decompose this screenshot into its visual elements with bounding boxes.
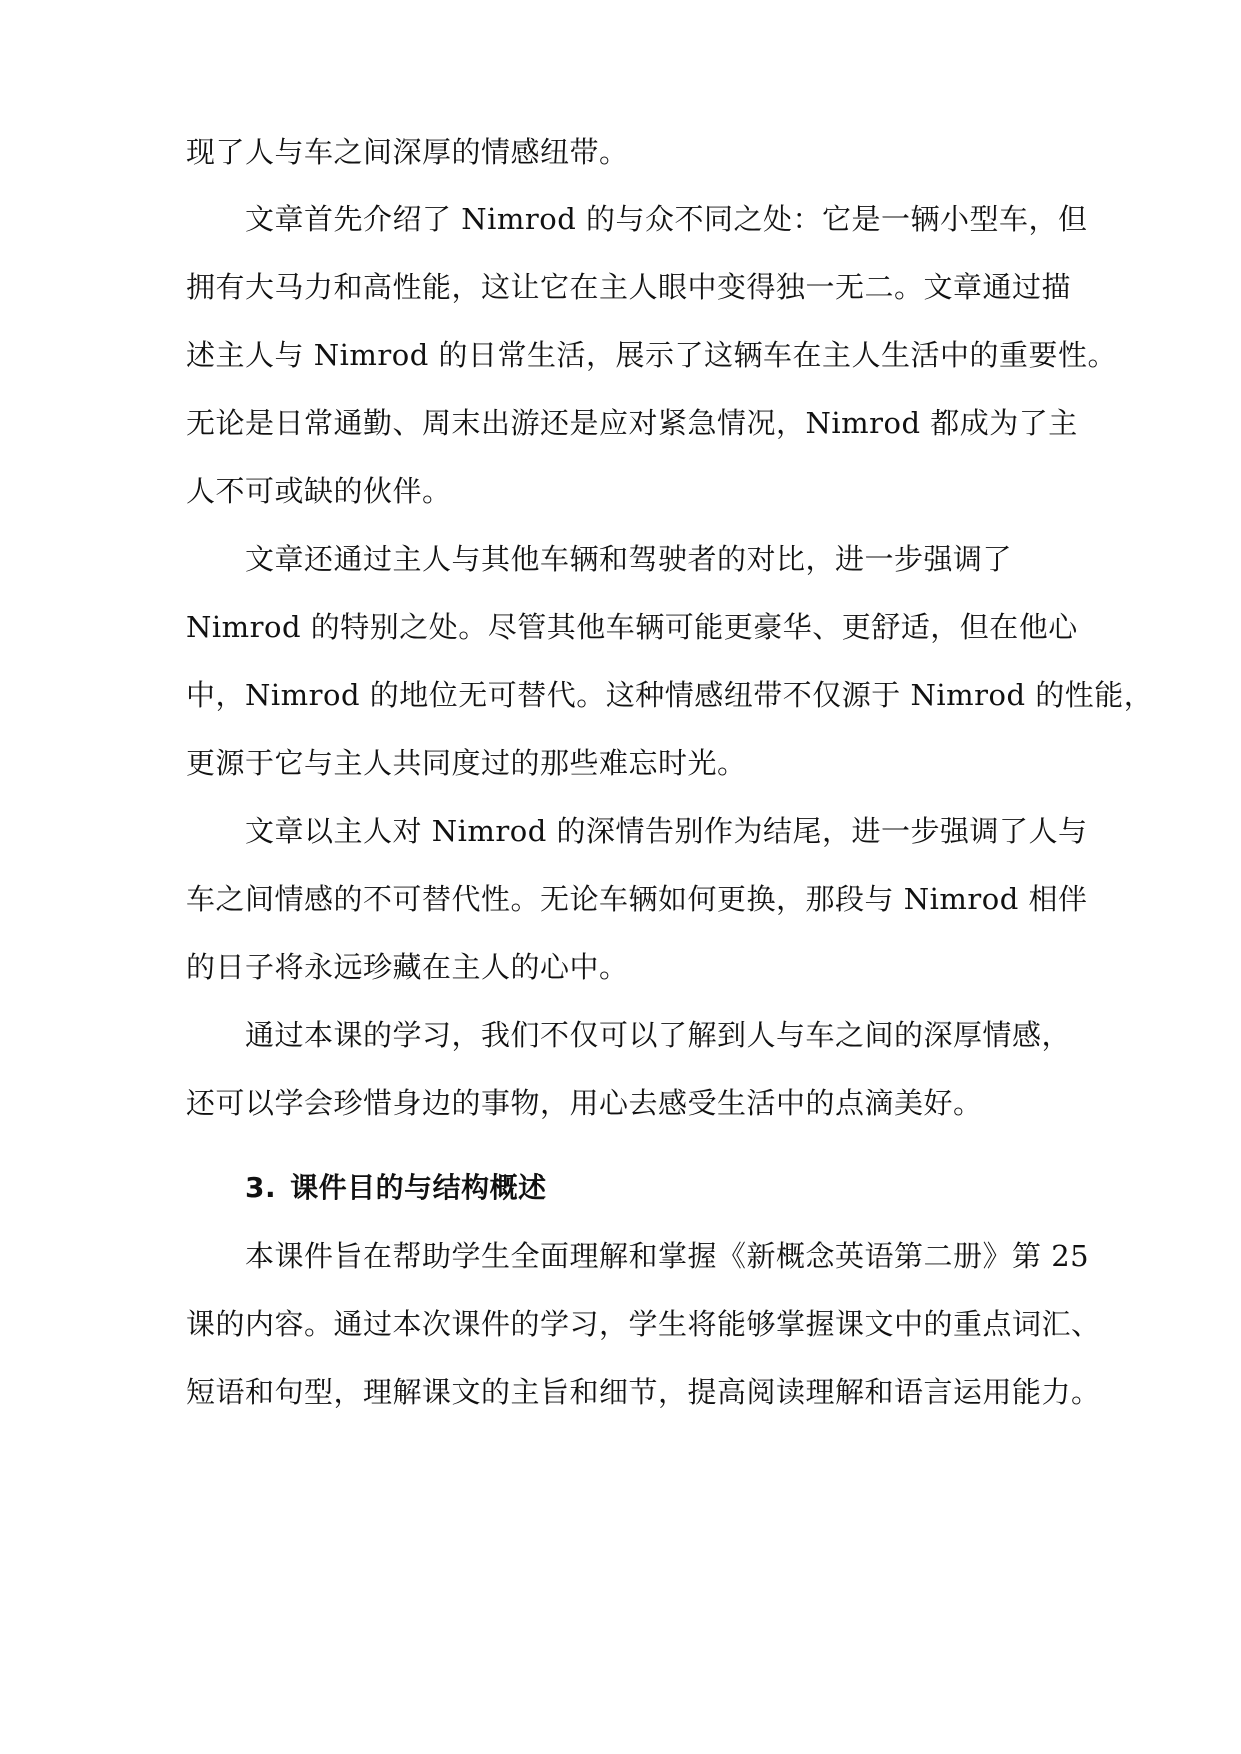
- paragraph-line: 人不可或缺的伙伴。: [186, 474, 452, 508]
- paragraph-line: 课的内容。通过本次课件的学习，学生将能够掌握课文中的重点词汇、: [186, 1307, 1101, 1341]
- paragraph-line: 车之间情感的不可替代性。无论车辆如何更换，那段与 Nimrod 相伴: [186, 882, 1088, 916]
- paragraph-line: 短语和句型，理解课文的主旨和细节，提高阅读理解和语言运用能力。: [186, 1375, 1101, 1409]
- paragraph-line: 文章首先介绍了 Nimrod 的与众不同之处：它是一辆小型车，但: [245, 202, 1088, 236]
- paragraph-line: 拥有大马力和高性能，这让它在主人眼中变得独一无二。文章通过描: [186, 270, 1072, 304]
- paragraph-line: 更源于它与主人共同度过的那些难忘时光。: [186, 746, 747, 780]
- paragraph-line: 本课件旨在帮助学生全面理解和掌握《新概念英语第二册》第 25: [245, 1239, 1090, 1273]
- paragraph-line: 无论是日常通勤、周末出游还是应对紧急情况，Nimrod 都成为了主: [186, 406, 1078, 440]
- paragraph-line: Nimrod 的特别之处。尽管其他车辆可能更豪华、更舒适，但在他心: [186, 610, 1078, 644]
- section-number: 3.: [245, 1171, 277, 1204]
- paragraph-line: 中，Nimrod 的地位无可替代。这种情感纽带不仅源于 Nimrod 的性能，: [186, 678, 1154, 712]
- paragraph-line: 还可以学会珍惜身边的事物，用心去感受生活中的点滴美好。: [186, 1086, 983, 1120]
- section-title: 课件目的与结构概述: [290, 1171, 547, 1204]
- paragraph-line: 述主人与 Nimrod 的日常生活，展示了这辆车在主人生活中的重要性。: [186, 338, 1117, 372]
- section-heading: [245, 1168, 547, 1208]
- paragraph-line: 文章以主人对 Nimrod 的深情告别作为结尾，进一步强调了人与: [245, 814, 1088, 848]
- paragraph-line: 通过本课的学习，我们不仅可以了解到人与车之间的深厚情感，: [245, 1018, 1072, 1052]
- paragraph-line: 的日子将永远珍藏在主人的心中。: [186, 950, 629, 984]
- paragraph-line: 现了人与车之间深厚的情感纽带。: [186, 135, 629, 169]
- paragraph-line: 文章还通过主人与其他车辆和驾驶者的对比，进一步强调了: [245, 542, 1013, 576]
